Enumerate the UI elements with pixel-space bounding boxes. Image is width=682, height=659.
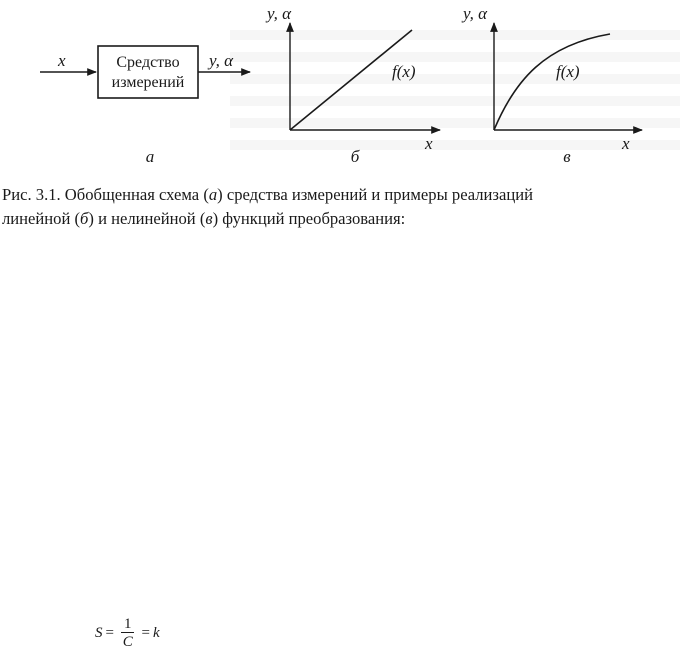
linear-function-plot [265,4,440,166]
output-label: y, α [209,51,234,70]
input-label: x [58,51,66,70]
caption-line-2: линейной (б) и нелинейной (в) функций преобразования: [2,209,406,228]
y-axis-label: y, α [463,4,488,23]
block-diagram [40,46,250,166]
panel-label-b: б [350,147,360,166]
y-axis-label: y, α [267,4,292,23]
formula-lhs: S [95,624,103,641]
sensitivity-formula [95,611,160,655]
nonlinear-function-curve [494,34,610,130]
formula-equals: = [105,624,114,641]
panel-label-v: в [563,147,571,166]
block-label-line2: измерений [111,74,185,91]
function-label: f(x) [392,62,416,81]
function-label: f(x) [556,62,580,81]
figure-caption [2,183,682,231]
x-axis-label: x [622,134,630,153]
fraction-numerator: 1 [121,616,135,633]
formula-equals: = [141,624,150,641]
formula-rhs: k [152,624,160,641]
formula-fraction [121,616,135,651]
figure-3-1 [0,0,682,175]
x-axis-label: x [425,134,433,153]
fraction-denominator: C [122,633,133,650]
caption-line-1: Рис. 3.1. Обобщенная схема (а) средства измерений и примеры реализаций [2,185,533,204]
block-label-line1: Средство [116,54,180,71]
nonlinear-function-plot [461,4,642,166]
panel-label-a: а [145,147,155,166]
